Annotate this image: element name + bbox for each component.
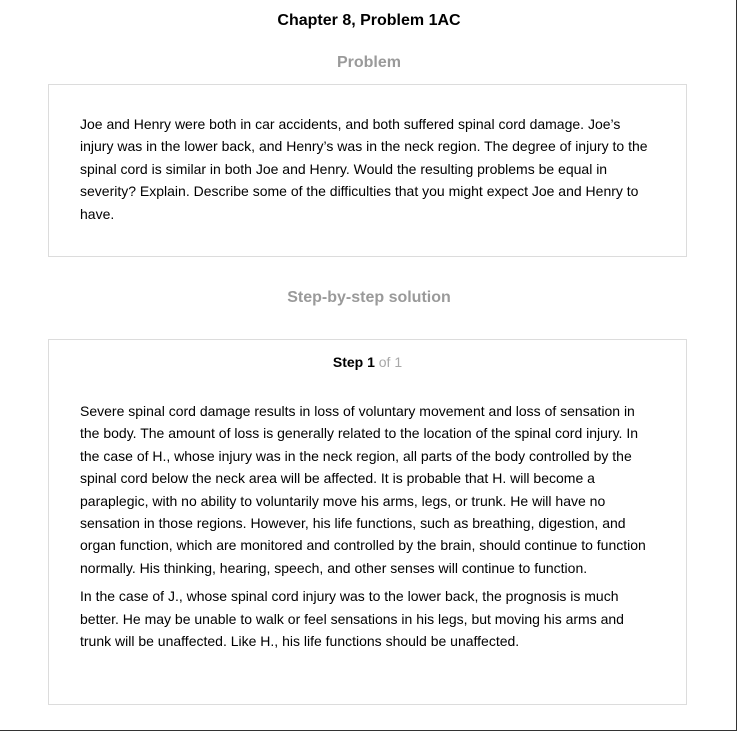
solution-card xyxy=(48,339,687,705)
step-indicator xyxy=(80,352,655,372)
step-total: of 1 xyxy=(374,354,403,370)
problem-text: Joe and Henry were both in car accidents, and both suffered spinal cord damage. Joe’s injury was in the lower back, and Henry’s was in the neck region. The degree of injury to the spinal cord is similar in both Joe and Henry. Would the resulting problems be equal in severity? Explain. Describe some of the difficulties that you might expect Joe and Henry to have. xyxy=(80,116,648,222)
problem-card xyxy=(48,84,687,257)
solution-heading: Step-by-step solution xyxy=(287,289,451,306)
solution-paragraph: In the case of J., whose spinal cord injury was to the lower back, the prognosis is much better. He may be unable to walk or feel sensations in his legs, but moving his arms and trunk will be unaffected. Like H., his life functions should be unaffected. xyxy=(80,588,624,650)
solution-paragraph: Severe spinal cord damage results in loss of voluntary movement and loss of sensation in the body. The amount of loss is generally related to the location of the spinal cord injury. In the case of H., whose injury was in the neck region, all parts of the body controlled by the spinal cord below the neck area will be affected. It is probable that H. will become a paraplegic, with no ability to voluntarily move his arms, legs, or trunk. He will have no sensation in those regions. However, his life functions, such as breathing, digestion, and organ function, which are monitored and controlled by the brain, should continue to function normally. His thinking, hearing, speech, and other senses will continue to function. xyxy=(80,403,646,576)
problem-heading: Problem xyxy=(336,54,401,71)
step-number: Step 1 xyxy=(332,354,375,370)
chapter-title: Chapter 8, Problem 1AC xyxy=(277,12,461,29)
